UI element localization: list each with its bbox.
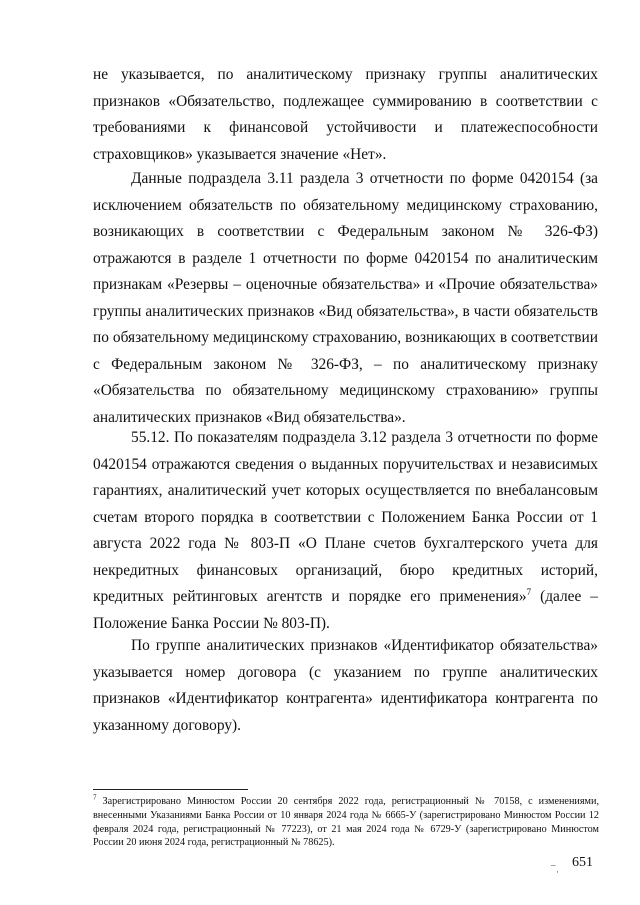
- footnote: [93, 795, 599, 850]
- margin-dot-mark: ·: [556, 867, 559, 877]
- paragraph-55-12: [93, 425, 598, 637]
- footnote-reference: 7: [526, 586, 532, 597]
- paragraph-continuation: не указывается, по аналитическому признаку группы аналитических признаков «Обязательство, подлежащее суммированию в соответствии с требованиями к финансовой устойчивости и платежеспособности страховщиков» указывается значение «Нет».: [93, 66, 598, 163]
- paragraph-identifier: По группе аналитических признаков «Идентификатор обязательства» указывается номер договора (с указанием по группе аналитических признаков «Идентификатор контрагента» идентификатора контрагента по указанному договору).: [93, 637, 598, 734]
- footnote-separator: [93, 789, 248, 790]
- margin-dash-mark: –: [551, 860, 556, 870]
- footnote-marker: 7: [93, 793, 97, 802]
- paragraph-subsection-3-11: Данные подраздела 3.11 раздела 3 отчетности по форме 0420154 (за исключением обязательств по обязательному медицинскому страхованию, возникающих в соответствии с Федеральным законом № 326-ФЗ) отражаются в разделе 1 отчетности по форме 0420154 по аналитическим признакам «Резервы – оценочные обязательства» и «Прочие обязательства» группы аналитических признаков «Вид обязательства», в части обязательств по обязательному медицинскому страхованию, возникающих в соответствии с Федеральным законом № 326-ФЗ, – по аналитическому признаку «Обязательства по обязательному медицинскому страхованию» группы аналитических признаков «Вид обязательства».: [93, 170, 598, 426]
- footnote-text: Зарегистрировано Минюстом России 20 сентября 2022 года, регистрационный № 70158, с изменениями, внесенными Указаниями Банка России от 10 января 2024 года № 6665-У (зарегистрировано Минюстом России 12 февраля 2024 года, регистрационный № 77223), от 21 мая 2024 года № 6729-У (зарегистрировано Минюстом России 20 июня 2024 года, регистрационный № 78625).: [93, 796, 599, 849]
- paragraph-55-12-text: 55.12. По показателям подраздела 3.12 раздела 3 отчетности по форме 0420154 отражаются сведения о выданных поручительствах и независимых гарантиях, аналитический учет которых осуществляется по внебалансовым счетам второго порядка в соответствии с Положением Банка России от 1 августа 2022 года № 803-П «О Плане счетов бухгалтерского учета для некредитных финансовых организаций, бюро кредитных историй, кредитных рейтинговых агентств и порядке его применения»: [93, 429, 598, 605]
- page-number: 651: [572, 855, 593, 870]
- paragraph-55-12-tail: (далее – Положение Банка России № 803-П).: [93, 588, 598, 632]
